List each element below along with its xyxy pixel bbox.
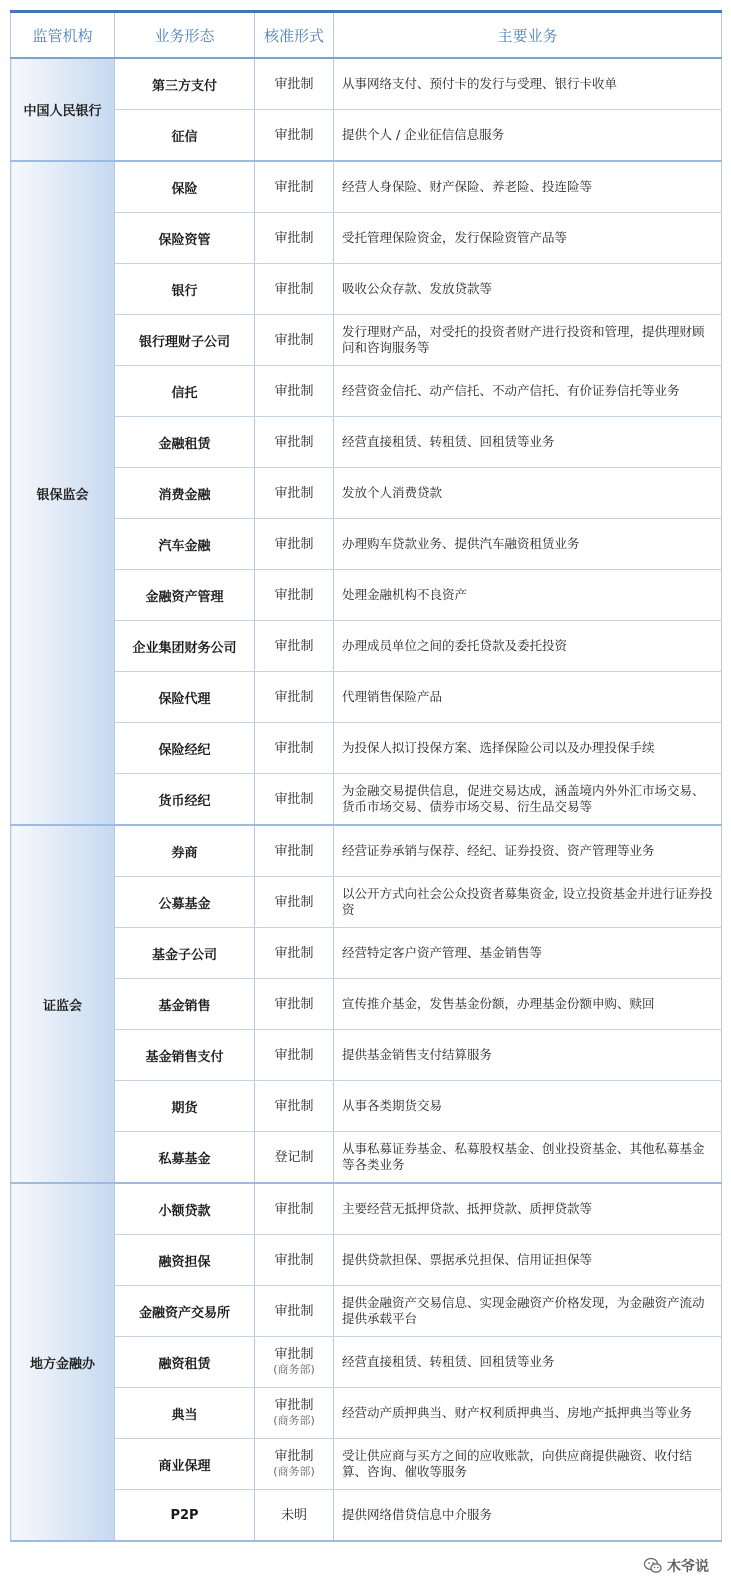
form-cell [255, 825, 334, 877]
form-cell [255, 1490, 334, 1542]
biz-cell: 消费金融 [115, 468, 255, 519]
biz-cell: 银行 [115, 264, 255, 315]
form-cell [255, 417, 334, 468]
form-cell [255, 519, 334, 570]
main-cell: 受托管理保险资金，发行保险资管产品等 [334, 213, 722, 264]
form-cell [255, 264, 334, 315]
table-row [11, 774, 722, 826]
form-cell [255, 570, 334, 621]
form-text: 审批制 [274, 638, 314, 654]
form-cell [255, 621, 334, 672]
form-text: 审批制 [274, 843, 314, 859]
biz-cell: 基金销售支付 [115, 1030, 255, 1081]
form-text: 登记制 [274, 1149, 314, 1165]
form-cell [255, 161, 334, 213]
table-row [11, 1439, 722, 1490]
main-cell: 办理购车贷款业务、提供汽车融资租赁业务 [334, 519, 722, 570]
biz-cell: 融资担保 [115, 1235, 255, 1286]
table-row [11, 110, 722, 162]
form-cell [255, 1081, 334, 1132]
table-row [11, 1183, 722, 1235]
biz-cell: 保险经纪 [115, 723, 255, 774]
org-cell: 地方金融办 [11, 1183, 115, 1541]
table-row [11, 1132, 722, 1184]
header-biz: 业务形态 [115, 12, 255, 59]
watermark-text: 木爷说 [667, 1559, 709, 1575]
form-text: 审批制 [274, 1047, 314, 1063]
form-cell [255, 672, 334, 723]
form-cell [255, 877, 334, 928]
table-row [11, 825, 722, 877]
form-text: 审批制 [274, 383, 314, 399]
main-cell: 受让供应商与买方之间的应收账款，向供应商提供融资、收付结算、咨询、催收等服务 [334, 1439, 722, 1490]
table-row [11, 1490, 722, 1542]
main-cell: 提供基金销售支付结算服务 [334, 1030, 722, 1081]
table-row [11, 366, 722, 417]
form-text: 审批制 [274, 894, 314, 910]
form-cell [255, 979, 334, 1030]
biz-cell: 金融资产交易所 [115, 1286, 255, 1337]
table-row [11, 672, 722, 723]
main-cell: 经营特定客户资产管理、基金销售等 [334, 928, 722, 979]
main-cell: 处理金融机构不良资产 [334, 570, 722, 621]
form-cell [255, 366, 334, 417]
biz-cell: 券商 [115, 825, 255, 877]
form-text: 审批制 [274, 434, 314, 450]
main-cell: 经营动产质押典当、财产权利质押典当、房地产抵押典当等业务 [334, 1388, 722, 1439]
main-cell: 经营直接租赁、转租赁、回租赁等业务 [334, 417, 722, 468]
table-row [11, 58, 722, 110]
form-cell [255, 723, 334, 774]
table-header-row [11, 12, 722, 59]
biz-cell: 保险 [115, 161, 255, 213]
biz-cell: 保险资管 [115, 213, 255, 264]
biz-cell: 银行理财子公司 [115, 315, 255, 366]
form-text: 审批制 [274, 740, 314, 756]
main-cell: 宣传推介基金，发售基金份额，办理基金份额申购、赎回 [334, 979, 722, 1030]
form-cell [255, 110, 334, 162]
form-text: 审批制 [274, 536, 314, 552]
main-cell: 以公开方式向社会公众投资者募集资金, 设立投资基金并进行证券投资 [334, 877, 722, 928]
form-text: 审批制 [274, 281, 314, 297]
main-cell: 代理销售保险产品 [334, 672, 722, 723]
org-cell: 银保监会 [11, 161, 115, 825]
biz-cell: 融资租赁 [115, 1337, 255, 1388]
table-row [11, 264, 722, 315]
biz-cell: 小额贷款 [115, 1183, 255, 1235]
form-cell [255, 928, 334, 979]
table-row [11, 1030, 722, 1081]
main-cell: 主要经营无抵押贷款、抵押贷款、质押贷款等 [334, 1183, 722, 1235]
main-cell: 吸收公众存款、发放贷款等 [334, 264, 722, 315]
table-row [11, 161, 722, 213]
form-cell [255, 1337, 334, 1388]
biz-cell: 企业集团财务公司 [115, 621, 255, 672]
table-row [11, 1081, 722, 1132]
biz-cell: 基金销售 [115, 979, 255, 1030]
biz-cell: 货币经纪 [115, 774, 255, 826]
form-cell [255, 1235, 334, 1286]
form-cell [255, 1132, 334, 1184]
table-row [11, 315, 722, 366]
form-text: 审批制 [274, 1347, 314, 1362]
form-cell [255, 315, 334, 366]
form-text: 审批制 [274, 485, 314, 501]
header-main: 主要业务 [334, 12, 722, 59]
form-cell [255, 1030, 334, 1081]
form-text: 审批制 [274, 230, 314, 246]
biz-cell: 金融资产管理 [115, 570, 255, 621]
form-text: 审批制 [274, 76, 314, 92]
main-cell: 提供网络借贷信息中介服务 [334, 1490, 722, 1542]
biz-cell: 汽车金融 [115, 519, 255, 570]
form-text: 审批制 [274, 1398, 314, 1413]
form-text: 审批制 [274, 1098, 314, 1114]
form-text: 未明 [280, 1507, 307, 1523]
table-row [11, 928, 722, 979]
main-cell: 为金融交易提供信息，促进交易达成，涵盖境内外外汇市场交易、货币市场交易、债券市场交易、衍生品交易等 [334, 774, 722, 826]
form-text: 审批制 [274, 127, 314, 143]
main-cell: 发放个人消费贷款 [334, 468, 722, 519]
main-cell: 办理成员单位之间的委托贷款及委托投资 [334, 621, 722, 672]
form-note: (商务部) [273, 1465, 315, 1478]
table-row [11, 979, 722, 1030]
form-cell [255, 1286, 334, 1337]
form-text: 审批制 [274, 179, 314, 195]
main-cell: 发行理财产品，对受托的投资者财产进行投资和管理，提供理财顾问和咨询服务等 [334, 315, 722, 366]
regulation-table [10, 10, 722, 1542]
form-cell [255, 1183, 334, 1235]
form-cell [255, 58, 334, 110]
wechat-icon [643, 1556, 663, 1576]
main-cell: 从事网络支付、预付卡的发行与受理、银行卡收单 [334, 58, 722, 110]
table-row [11, 1286, 722, 1337]
biz-cell: 第三方支付 [115, 58, 255, 110]
org-cell: 证监会 [11, 825, 115, 1183]
main-cell: 经营资金信托、动产信托、不动产信托、有价证券信托等业务 [334, 366, 722, 417]
biz-cell: 期货 [115, 1081, 255, 1132]
main-cell: 从事各类期货交易 [334, 1081, 722, 1132]
main-cell: 提供个人 / 企业征信信息服务 [334, 110, 722, 162]
form-text: 审批制 [274, 945, 314, 961]
form-cell [255, 774, 334, 826]
biz-cell: 基金子公司 [115, 928, 255, 979]
form-note: (商务部) [273, 1363, 315, 1376]
form-text: 审批制 [274, 1449, 314, 1464]
form-text: 审批制 [274, 1252, 314, 1268]
table-row [11, 1388, 722, 1439]
form-text: 审批制 [274, 791, 314, 807]
form-cell [255, 1388, 334, 1439]
main-cell: 从事私募证券基金、私募股权基金、创业投资基金、其他私募基金等各类业务 [334, 1132, 722, 1184]
form-text: 审批制 [274, 689, 314, 705]
form-text: 审批制 [274, 996, 314, 1012]
table-row [11, 877, 722, 928]
form-cell [255, 213, 334, 264]
form-text: 审批制 [274, 1303, 314, 1319]
table-row [11, 468, 722, 519]
biz-cell: 信托 [115, 366, 255, 417]
table-row [11, 1235, 722, 1286]
biz-cell: 商业保理 [115, 1439, 255, 1490]
main-cell: 提供贷款担保、票据承兑担保、信用证担保等 [334, 1235, 722, 1286]
table-row [11, 417, 722, 468]
biz-cell: 私募基金 [115, 1132, 255, 1184]
form-note: (商务部) [273, 1414, 315, 1427]
table-row [11, 723, 722, 774]
main-cell: 为投保人拟订投保方案、选择保险公司以及办理投保手续 [334, 723, 722, 774]
table-row [11, 1337, 722, 1388]
table-row [11, 213, 722, 264]
main-cell: 经营证券承销与保荐、经纪、证券投资、资产管理等业务 [334, 825, 722, 877]
form-text: 审批制 [274, 587, 314, 603]
header-org: 监管机构 [11, 12, 115, 59]
biz-cell: 公募基金 [115, 877, 255, 928]
biz-cell: 典当 [115, 1388, 255, 1439]
org-cell: 中国人民银行 [11, 58, 115, 161]
form-text: 审批制 [274, 1201, 314, 1217]
table-row [11, 519, 722, 570]
form-cell [255, 468, 334, 519]
table-row [11, 570, 722, 621]
biz-cell: 征信 [115, 110, 255, 162]
biz-cell: P2P [115, 1490, 255, 1542]
table-row [11, 621, 722, 672]
main-cell: 提供金融资产交易信息、实现金融资产价格发现，为金融资产流动提供承载平台 [334, 1286, 722, 1337]
form-cell [255, 1439, 334, 1490]
biz-cell: 保险代理 [115, 672, 255, 723]
watermark [643, 1556, 709, 1576]
header-form: 核准形式 [255, 12, 334, 59]
biz-cell: 金融租赁 [115, 417, 255, 468]
form-text: 审批制 [274, 332, 314, 348]
main-cell: 经营直接租赁、转租赁、回租赁等业务 [334, 1337, 722, 1388]
table-body [11, 58, 722, 1541]
main-cell: 经营人身保险、财产保险、养老险、投连险等 [334, 161, 722, 213]
